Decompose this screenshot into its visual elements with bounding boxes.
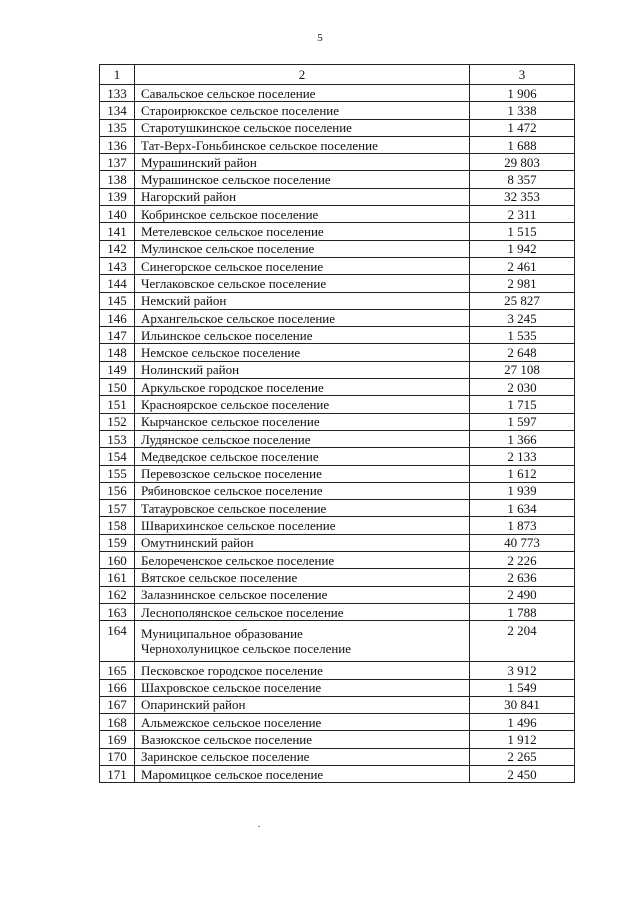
population-value: 1 472	[470, 119, 575, 136]
municipality-name: Опаринский район	[135, 696, 470, 713]
municipality-name: Вазюкское сельское поселение	[135, 731, 470, 748]
table-row	[100, 223, 575, 240]
population-value: 40 773	[470, 534, 575, 551]
population-value: 1 788	[470, 603, 575, 620]
table-row	[100, 171, 575, 188]
table-row	[100, 361, 575, 378]
municipality-name: Лудянское сельское поселение	[135, 430, 470, 447]
table-row	[100, 552, 575, 569]
municipality-name: Мулинское сельское поселение	[135, 240, 470, 257]
row-number: 148	[100, 344, 135, 361]
row-number: 166	[100, 679, 135, 696]
row-number: 138	[100, 171, 135, 188]
row-number: 161	[100, 569, 135, 586]
population-value: 2 461	[470, 257, 575, 274]
row-number: 149	[100, 361, 135, 378]
table-row	[100, 662, 575, 679]
population-table	[99, 64, 575, 783]
table-row	[100, 748, 575, 765]
row-number: 135	[100, 119, 135, 136]
row-number: 164	[100, 621, 135, 662]
population-value: 2 490	[470, 586, 575, 603]
row-number: 147	[100, 327, 135, 344]
table-row	[100, 309, 575, 326]
municipality-name: Синегорское сельское поселение	[135, 257, 470, 274]
table-row	[100, 102, 575, 119]
municipality-name: Нолинский район	[135, 361, 470, 378]
table-row	[100, 679, 575, 696]
row-number: 168	[100, 714, 135, 731]
row-number: 144	[100, 275, 135, 292]
table-row	[100, 714, 575, 731]
population-value: 1 912	[470, 731, 575, 748]
municipality-name: Медведское сельское поселение	[135, 448, 470, 465]
table-row	[100, 85, 575, 102]
municipality-name: Старотушкинское сельское поселение	[135, 119, 470, 136]
municipality-name: Чеглаковское сельское поселение	[135, 275, 470, 292]
table-row	[100, 765, 575, 782]
population-value: 1 939	[470, 482, 575, 499]
table-row	[100, 206, 575, 223]
population-value: 2 648	[470, 344, 575, 361]
population-value: 3 245	[470, 309, 575, 326]
municipality-name: Шварихинское сельское поселение	[135, 517, 470, 534]
table-row	[100, 534, 575, 551]
table-body	[100, 85, 575, 783]
table-row	[100, 275, 575, 292]
population-value: 2 226	[470, 552, 575, 569]
row-number: 136	[100, 136, 135, 153]
row-number: 151	[100, 396, 135, 413]
row-number: 145	[100, 292, 135, 309]
population-value: 1 338	[470, 102, 575, 119]
municipality-name: Красноярское сельское поселение	[135, 396, 470, 413]
population-value: 25 827	[470, 292, 575, 309]
row-number: 137	[100, 154, 135, 171]
municipality-name-line-1: Муниципальное образование	[141, 626, 303, 642]
row-number: 171	[100, 765, 135, 782]
table-header-row	[100, 65, 575, 85]
population-value: 3 912	[470, 662, 575, 679]
table-row	[100, 257, 575, 274]
population-value: 1 366	[470, 430, 575, 447]
page-number: 5	[317, 32, 323, 44]
footer-mark	[258, 826, 260, 827]
municipality-name: Немский район	[135, 292, 470, 309]
population-value: 2 636	[470, 569, 575, 586]
municipality-name: Омутнинский район	[135, 534, 470, 551]
municipality-name: Альмежское сельское поселение	[135, 714, 470, 731]
row-number: 139	[100, 188, 135, 205]
table-row	[100, 448, 575, 465]
population-value: 1 597	[470, 413, 575, 430]
municipality-name: Мурашинское сельское поселение	[135, 171, 470, 188]
table-row	[100, 430, 575, 447]
table-row	[100, 136, 575, 153]
table-row	[100, 696, 575, 713]
municipality-name: Песковское городское поселение	[135, 662, 470, 679]
row-number: 155	[100, 465, 135, 482]
row-number: 134	[100, 102, 135, 119]
population-value: 1 634	[470, 500, 575, 517]
municipality-name: Нагорский район	[135, 188, 470, 205]
table-row	[100, 413, 575, 430]
population-value: 29 803	[470, 154, 575, 171]
row-number: 158	[100, 517, 135, 534]
row-number: 140	[100, 206, 135, 223]
population-value: 2 133	[470, 448, 575, 465]
population-value: 1 942	[470, 240, 575, 257]
municipality-name: Староирюкское сельское поселение	[135, 102, 470, 119]
municipality-name: Ильинское сельское поселение	[135, 327, 470, 344]
table-row	[100, 586, 575, 603]
population-value: 27 108	[470, 361, 575, 378]
municipality-name: Метелевское сельское поселение	[135, 223, 470, 240]
municipality-name: Шахровское сельское поселение	[135, 679, 470, 696]
population-value: 2 450	[470, 765, 575, 782]
municipality-name: Немское сельское поселение	[135, 344, 470, 361]
municipality-name: Савальское сельское поселение	[135, 85, 470, 102]
row-number: 156	[100, 482, 135, 499]
population-value: 32 353	[470, 188, 575, 205]
municipality-name: Мурашинский район	[135, 154, 470, 171]
table-row	[100, 327, 575, 344]
table-row	[100, 396, 575, 413]
row-number: 165	[100, 662, 135, 679]
table-row	[100, 292, 575, 309]
population-value: 1 515	[470, 223, 575, 240]
row-number: 167	[100, 696, 135, 713]
municipality-name: Кырчанское сельское поселение	[135, 413, 470, 430]
municipality-name: Вятское сельское поселение	[135, 569, 470, 586]
row-number: 141	[100, 223, 135, 240]
population-value: 1 549	[470, 679, 575, 696]
municipality-name: Заринское сельское поселение	[135, 748, 470, 765]
table-row	[100, 603, 575, 620]
table-row	[100, 621, 575, 662]
table-row	[100, 569, 575, 586]
table-row	[100, 465, 575, 482]
column-header-number: 1	[100, 65, 135, 85]
table-row	[100, 379, 575, 396]
column-header-value: 3	[470, 65, 575, 85]
row-number: 143	[100, 257, 135, 274]
population-value: 1 688	[470, 136, 575, 153]
population-value: 2 204	[470, 621, 575, 662]
row-number: 170	[100, 748, 135, 765]
municipality-name: Аркульское городское поселение	[135, 379, 470, 396]
municipality-name: Леснополянское сельское поселение	[135, 603, 470, 620]
column-header-name: 2	[135, 65, 470, 85]
municipality-name: Татауровское сельское поселение	[135, 500, 470, 517]
row-number: 152	[100, 413, 135, 430]
table-row	[100, 240, 575, 257]
population-value: 1 496	[470, 714, 575, 731]
row-number: 159	[100, 534, 135, 551]
table-row	[100, 119, 575, 136]
table-row	[100, 344, 575, 361]
row-number: 150	[100, 379, 135, 396]
table-row	[100, 154, 575, 171]
table-row	[100, 482, 575, 499]
row-number: 153	[100, 430, 135, 447]
row-number: 133	[100, 85, 135, 102]
population-value: 1 873	[470, 517, 575, 534]
population-value: 2 981	[470, 275, 575, 292]
municipality-name	[135, 621, 470, 662]
row-number: 169	[100, 731, 135, 748]
municipality-name: Белореченское сельское поселение	[135, 552, 470, 569]
table-row	[100, 517, 575, 534]
row-number: 154	[100, 448, 135, 465]
row-number: 162	[100, 586, 135, 603]
municipality-name: Архангельское сельское поселение	[135, 309, 470, 326]
population-value: 1 535	[470, 327, 575, 344]
municipality-name: Тат-Верх-Гоньбинское сельское поселение	[135, 136, 470, 153]
row-number: 163	[100, 603, 135, 620]
table-row	[100, 188, 575, 205]
population-value: 1 715	[470, 396, 575, 413]
municipality-name: Кобринское сельское поселение	[135, 206, 470, 223]
population-value: 1 612	[470, 465, 575, 482]
municipality-name-line-2: Чернохолуницкое сельское поселение	[141, 641, 352, 657]
population-value: 8 357	[470, 171, 575, 188]
row-number: 157	[100, 500, 135, 517]
row-number: 160	[100, 552, 135, 569]
row-number: 142	[100, 240, 135, 257]
row-number: 146	[100, 309, 135, 326]
municipality-name: Рябиновское сельское поселение	[135, 482, 470, 499]
population-value: 2 030	[470, 379, 575, 396]
municipality-name: Залазнинское сельское поселение	[135, 586, 470, 603]
municipality-name: Перевозское сельское поселение	[135, 465, 470, 482]
table-row	[100, 500, 575, 517]
population-value: 2 311	[470, 206, 575, 223]
table-row	[100, 731, 575, 748]
municipality-name: Маромицкое сельское поселение	[135, 765, 470, 782]
population-value: 1 906	[470, 85, 575, 102]
population-value: 30 841	[470, 696, 575, 713]
population-value: 2 265	[470, 748, 575, 765]
